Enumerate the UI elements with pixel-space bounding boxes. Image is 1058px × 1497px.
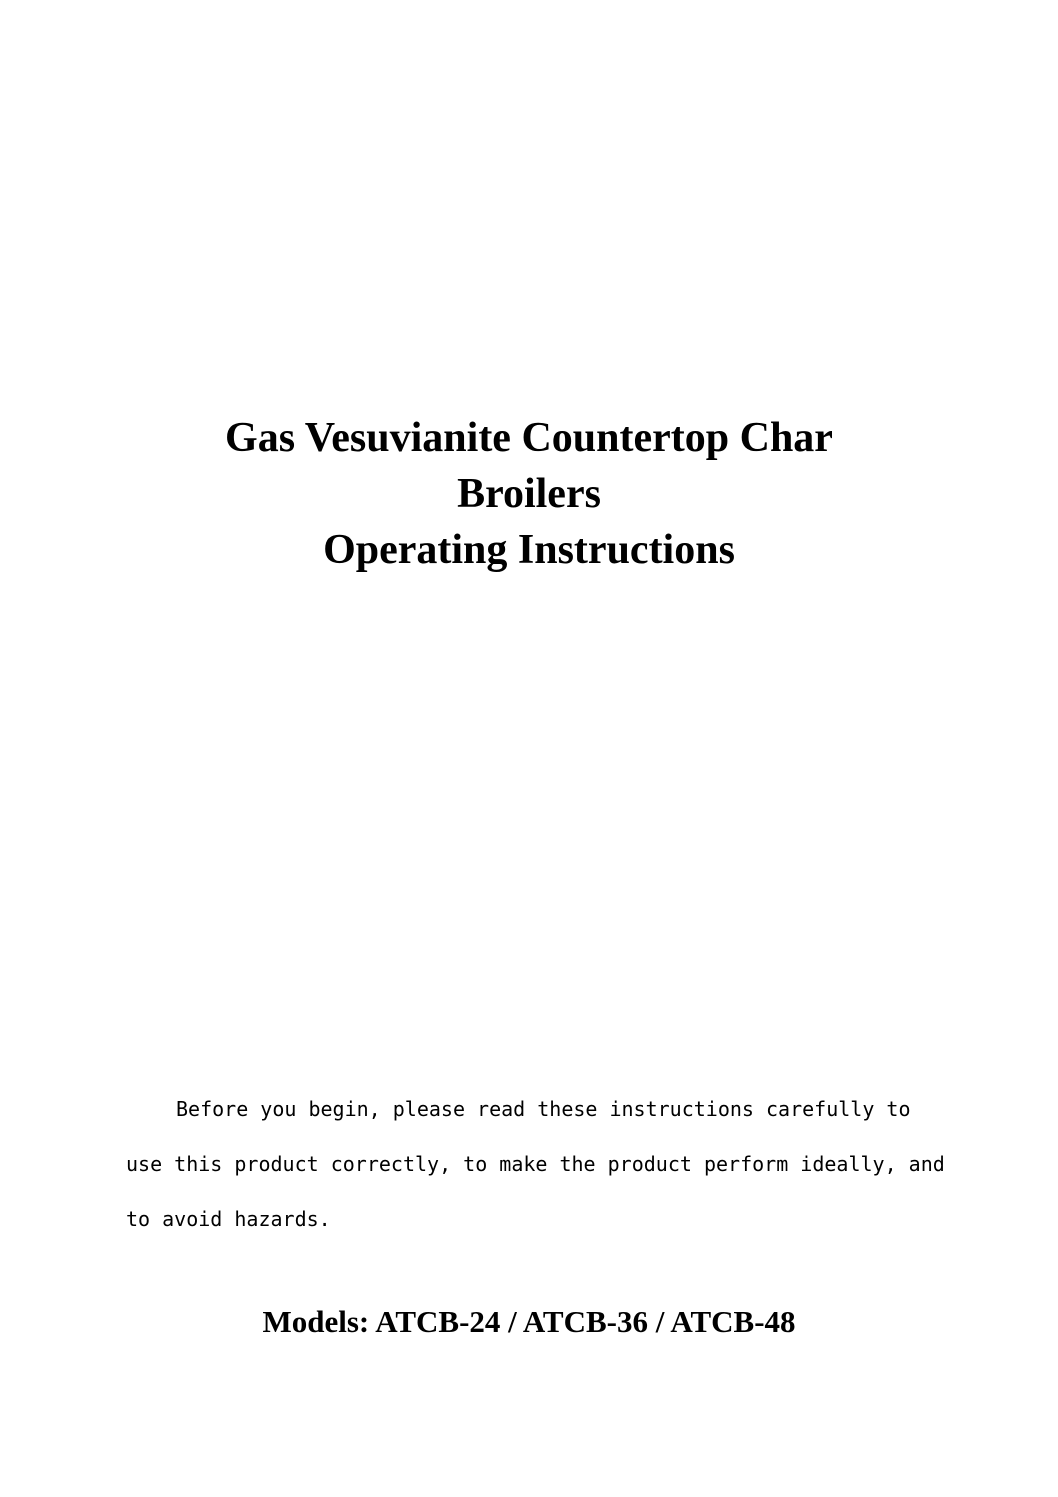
document-title bbox=[0, 410, 1058, 578]
intro-line-1: Before you begin, please read these instructions carefully to bbox=[176, 1097, 911, 1121]
title-line-1: Gas Vesuvianite Countertop Char bbox=[225, 415, 833, 461]
title-line-3: Operating Instructions bbox=[323, 527, 735, 573]
intro-line-2: use this product correctly, to make the product perform ideally, and bbox=[126, 1152, 945, 1176]
title-line-2: Broilers bbox=[457, 471, 601, 517]
intro-paragraph bbox=[126, 1082, 945, 1247]
intro-line-3: to avoid hazards. bbox=[126, 1207, 331, 1231]
models-line: Models: ATCB-24 / ATCB-36 / ATCB-48 bbox=[262, 1304, 796, 1339]
